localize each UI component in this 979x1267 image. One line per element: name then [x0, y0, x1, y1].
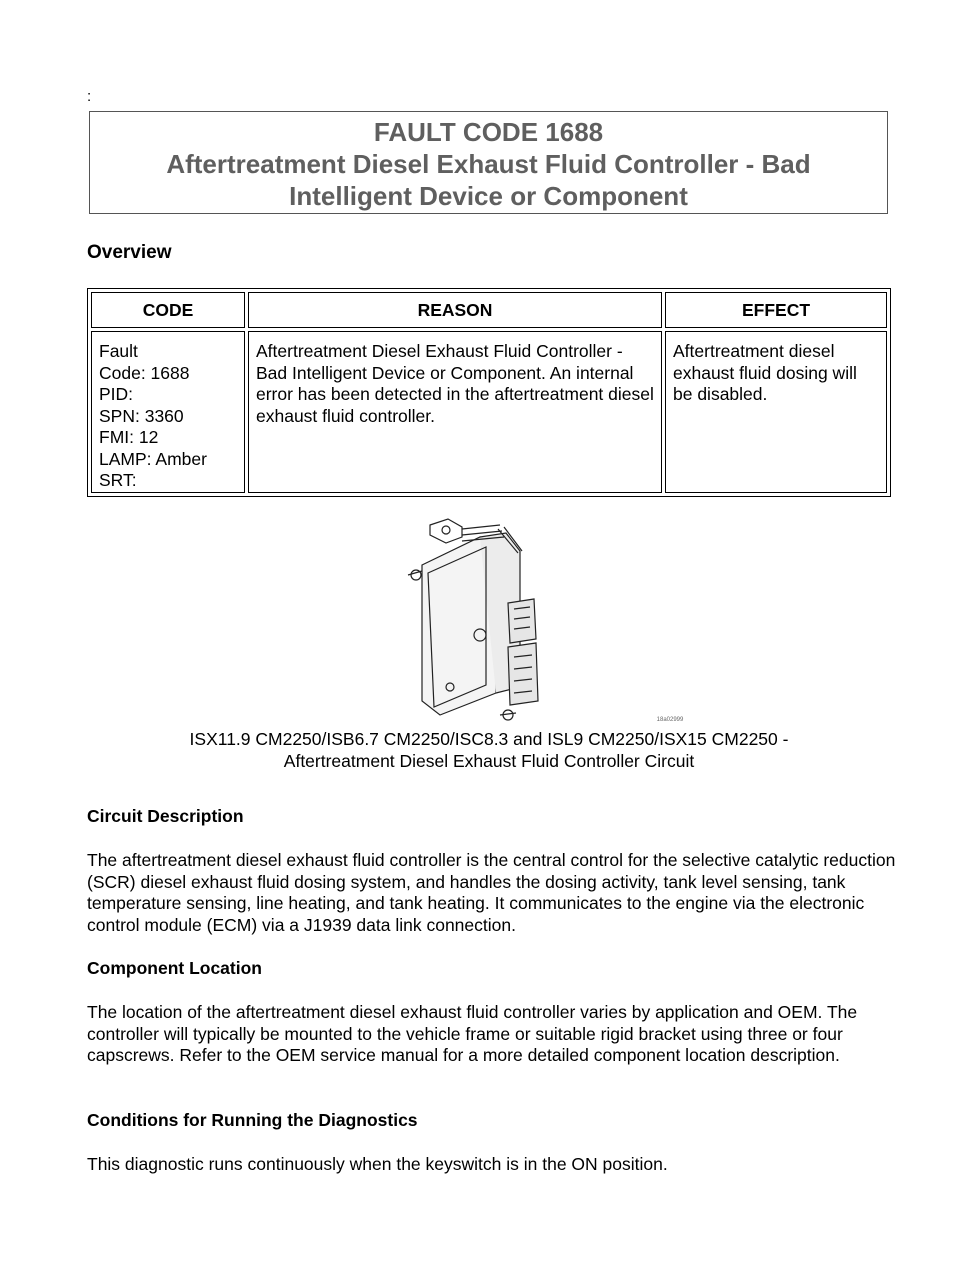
- table-row: [91, 331, 887, 493]
- code-line: PID:: [99, 384, 134, 404]
- figure-tag: 18a02999: [656, 717, 684, 723]
- circuit-description-heading: Circuit Description: [87, 806, 244, 826]
- figure-caption: [87, 729, 891, 772]
- code-line: SPN: 3360: [99, 405, 184, 426]
- page-subtitle: Aftertreatment Diesel Exhaust Fluid Controller - Bad Intelligent Device or Component: [166, 149, 811, 211]
- component-location-heading: Component Location: [87, 958, 262, 978]
- caption-line-2: Aftertreatment Diesel Exhaust Fluid Controller Circuit: [283, 750, 695, 771]
- caption-line-1: ISX11.9 CM2250/ISB6.7 CM2250/ISC8.3 and ISL9 CM2250/ISX15 CM2250 -: [189, 729, 789, 749]
- column-header-reason: REASON: [248, 292, 662, 328]
- table-header-row: [91, 292, 887, 328]
- code-line: SRT:: [99, 470, 137, 490]
- controller-drawing: [400, 515, 700, 725]
- circuit-description-text: The aftertreatment diesel exhaust fluid controller is the central control for the selective catalytic reduction (SCR) diesel exhaust fluid dosing system, and handles the dosing activity, tank level sensing, tank temperature sensing, line heating, and tank heating. It communicates to the engine via the electronic control module (ECM) via a J1939 data link connection.: [87, 850, 896, 935]
- code-line: Code: 1688: [99, 362, 190, 383]
- column-header-effect: EFFECT: [665, 292, 887, 328]
- conditions-heading: Conditions for Running the Diagnostics: [87, 1110, 418, 1130]
- code-line: FMI: 12: [99, 427, 159, 447]
- controller-illustration: [400, 515, 700, 725]
- page-title: FAULT CODE 1688: [373, 117, 604, 147]
- overview-heading: Overview: [87, 242, 172, 263]
- conditions-text: This diagnostic runs continuously when the keyswitch is in the ON position.: [87, 1154, 668, 1174]
- leading-colon: :: [87, 88, 92, 105]
- code-line: Fault: [99, 341, 138, 361]
- column-header-code: CODE: [91, 292, 245, 328]
- title-box: [89, 111, 888, 214]
- code-cell: [91, 331, 245, 493]
- component-location-text: The location of the aftertreatment diesel exhaust fluid controller varies by application and OEM. The controller will typically be mounted to the vehicle frame or suitable rigid bracket using three or four capscrews. Refer to the OEM service manual for a more detailed component location description.: [87, 1002, 858, 1065]
- reason-cell: Aftertreatment Diesel Exhaust Fluid Controller - Bad Intelligent Device or Component. An internal error has been detected in the aftertreatment diesel exhaust fluid controller.: [248, 331, 662, 493]
- effect-cell: Aftertreatment diesel exhaust fluid dosing will be disabled.: [665, 331, 887, 493]
- code-line: LAMP: Amber: [99, 448, 207, 469]
- fault-info-table: [87, 288, 891, 497]
